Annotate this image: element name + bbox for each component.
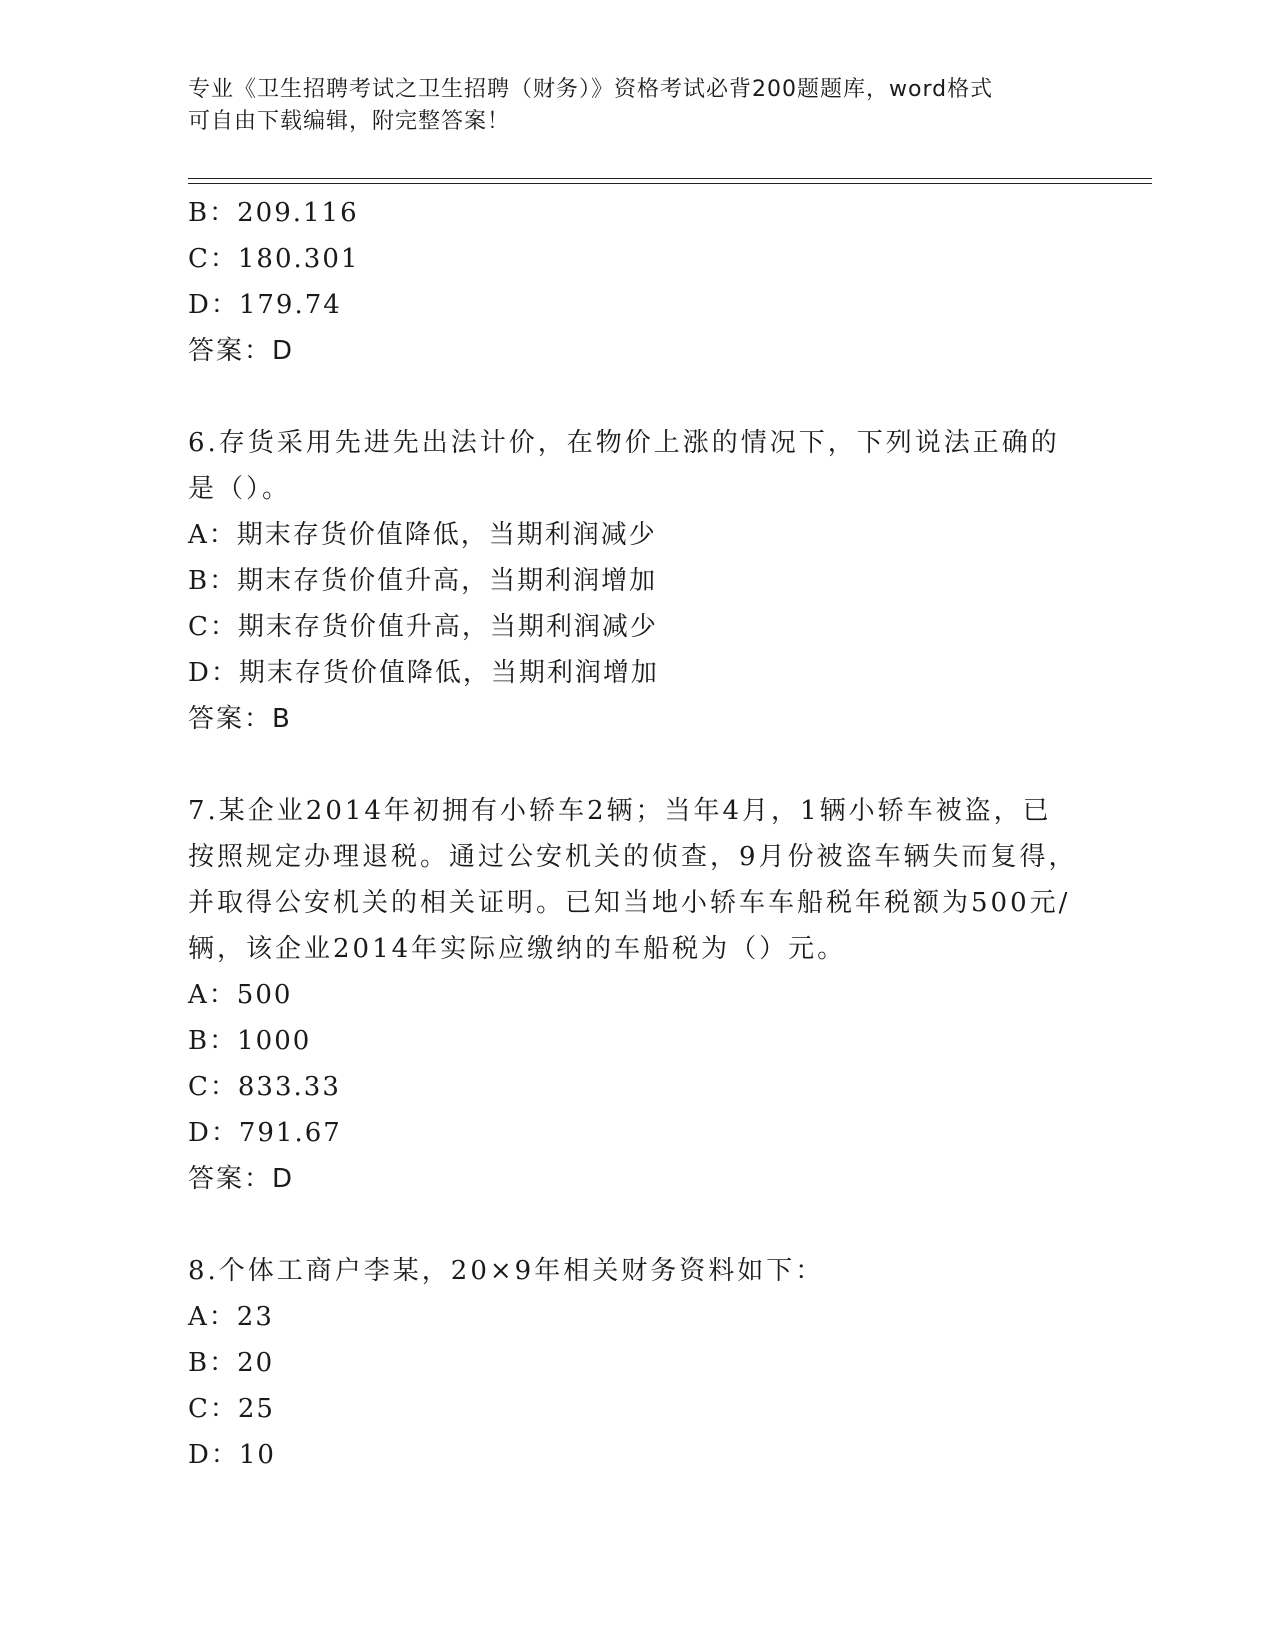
option-b: B：期末存货价值升高，当期利润增加 bbox=[188, 566, 658, 596]
option-a: A：期末存货价值降低，当期利润减少 bbox=[188, 520, 657, 550]
document-body bbox=[188, 190, 1088, 1478]
option-c: C：25 bbox=[188, 1394, 275, 1424]
spacer bbox=[188, 742, 1088, 788]
option-d: D：10 bbox=[188, 1440, 276, 1470]
header-divider-bottom bbox=[188, 183, 1152, 184]
question-7 bbox=[188, 788, 1088, 1202]
option-b: B：1000 bbox=[188, 1026, 312, 1056]
option-a: A：23 bbox=[188, 1302, 274, 1332]
option-b: B：20 bbox=[188, 1348, 275, 1378]
option-c: C：180.301 bbox=[188, 244, 360, 274]
header-title-line-1: 专业《卫生招聘考试之卫生招聘（财务）》资格考试必背200题题库，word格式 bbox=[188, 77, 994, 102]
answer: 答案：B bbox=[188, 704, 292, 734]
spacer bbox=[188, 1202, 1088, 1248]
option-a: A：500 bbox=[188, 980, 293, 1010]
question-6 bbox=[188, 420, 1088, 742]
question-text-line: 8.个体工商户李某，20×9年相关财务资料如下： bbox=[188, 1256, 825, 1286]
question-text-line: 6.存货采用先进先出法计价，在物价上涨的情况下，下列说法正确的 bbox=[188, 428, 1060, 458]
answer: 答案：D bbox=[188, 336, 295, 366]
question-text-line: 7.某企业2014年初拥有小轿车2辆；当年4月，1辆小轿车被盗，已 bbox=[188, 796, 1052, 826]
question-text-line: 是（）。 bbox=[188, 474, 292, 504]
header-title-line-2: 可自由下载编辑，附完整答案！ bbox=[188, 109, 511, 134]
question-text-line: 按照规定办理退税。通过公安机关的侦查，9月份被盗车辆失而复得， bbox=[188, 842, 1078, 872]
question-text-line: 辆，该企业2014年实际应缴纳的车船税为（）元。 bbox=[188, 934, 847, 964]
document-header bbox=[188, 74, 1088, 138]
option-b: B：209.116 bbox=[188, 198, 359, 228]
question-text-line: 并取得公安机关的相关证明。已知当地小轿车车船税年税额为500元/ bbox=[188, 888, 1071, 918]
option-d: D：791.67 bbox=[188, 1118, 342, 1148]
question-8 bbox=[188, 1248, 1088, 1478]
question-5 bbox=[188, 190, 1088, 374]
answer: 答案：D bbox=[188, 1164, 295, 1194]
header-divider-top bbox=[188, 178, 1152, 179]
option-d: D：期末存货价值降低，当期利润增加 bbox=[188, 658, 659, 688]
spacer bbox=[188, 374, 1088, 420]
option-c: C：期末存货价值升高，当期利润减少 bbox=[188, 612, 658, 642]
option-d: D：179.74 bbox=[188, 290, 342, 320]
option-c: C：833.33 bbox=[188, 1072, 341, 1102]
